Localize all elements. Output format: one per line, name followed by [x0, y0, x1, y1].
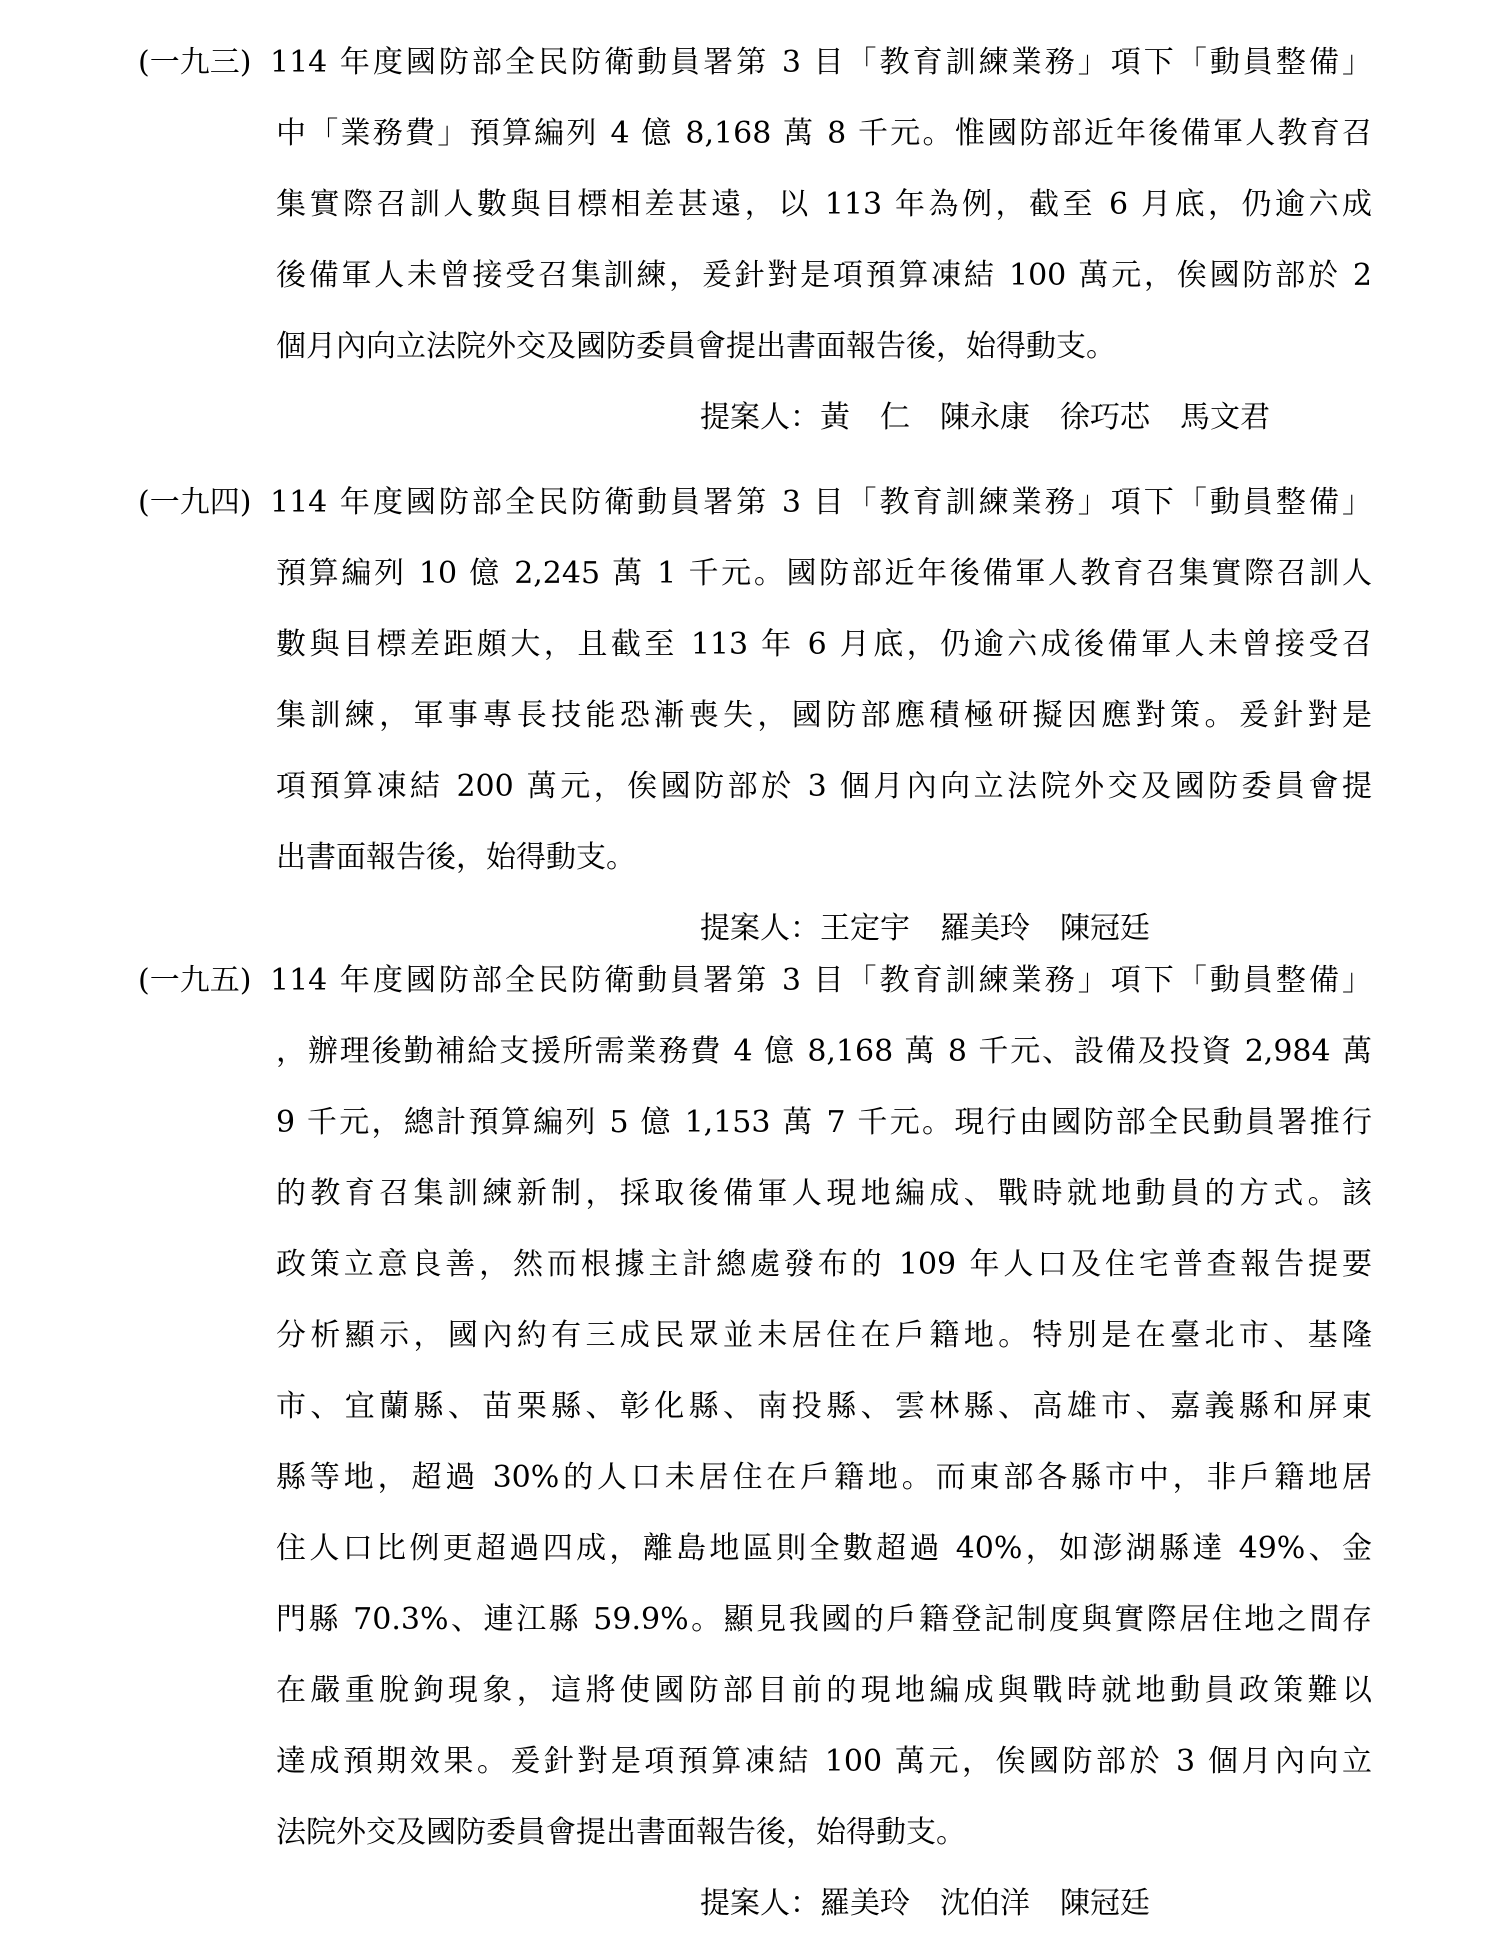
paragraph-line: 項預算凍結 200 萬元，俟國防部於 3 個月內向立法院外交及國防委員會提	[276, 769, 1372, 804]
proposal-item-194	[0, 467, 1494, 964]
proposer-names: 羅美玲 沈伯洋 陳冠廷	[820, 1886, 1150, 1921]
proposal-item-195	[0, 945, 1494, 1939]
item-number: (一九五)	[138, 963, 252, 998]
paragraph-line: ，辦理後勤補給支援所需業務費 4 億 8,168 萬 8 千元、設備及投資 2,984 萬	[276, 1034, 1372, 1069]
paragraph-line: 數與目標差距頗大，且截至 113 年 6 月底，仍逾六成後備軍人未曾接受召	[276, 627, 1372, 662]
proposer-names: 王定宇 羅美玲 陳冠廷	[820, 911, 1150, 946]
paragraph-line: 個月內向立法院外交及國防委員會提出書面報告後，始得動支。	[276, 329, 1116, 364]
proposer-line	[700, 1868, 1494, 1939]
paragraph-line: 政策立意良善，然而根據主計總處發布的 109 年人口及住宅普查報告提要	[276, 1247, 1372, 1282]
proposer-names: 黃 仁 陳永康 徐巧芯 馬文君	[820, 400, 1270, 435]
item-number: (一九三)	[138, 45, 252, 80]
item-number: (一九四)	[138, 485, 252, 520]
paragraph-line: 114 年度國防部全民防衛動員署第 3 目「教育訓練業務」項下「動員整備」	[270, 963, 1372, 998]
paragraph-line: 在嚴重脫鉤現象，這將使國防部目前的現地編成與戰時就地動員政策難以	[276, 1673, 1372, 1708]
paragraph-line: 達成預期效果。爰針對是項預算凍結 100 萬元，俟國防部於 3 個月內向立	[276, 1744, 1372, 1779]
proposer-label: 提案人：	[700, 400, 820, 435]
paragraph-line: 集訓練，軍事專長技能恐漸喪失，國防部應積極研擬因應對策。爰針對是	[276, 698, 1372, 733]
paragraph-line: 集實際召訓人數與目標相差甚遠，以 113 年為例，截至 6 月底，仍逾六成	[276, 187, 1372, 222]
paragraph-line: 法院外交及國防委員會提出書面報告後，始得動支。	[276, 1815, 966, 1850]
paragraph-line: 的教育召集訓練新制，採取後備軍人現地編成、戰時就地動員的方式。該	[276, 1176, 1372, 1211]
paragraph-line: 114 年度國防部全民防衛動員署第 3 目「教育訓練業務」項下「動員整備」	[270, 485, 1372, 520]
proposer-label: 提案人：	[700, 1886, 820, 1921]
proposer-line	[700, 382, 1494, 453]
paragraph-line: 縣等地，超過 30%的人口未居住在戶籍地。而東部各縣市中，非戶籍地居	[276, 1460, 1372, 1495]
paragraph-line: 後備軍人未曾接受召集訓練，爰針對是項預算凍結 100 萬元，俟國防部於 2	[276, 258, 1372, 293]
paragraph-line: 預算編列 10 億 2,245 萬 1 千元。國防部近年後備軍人教育召集實際召訓人	[276, 556, 1372, 591]
paragraph-line: 中「業務費」預算編列 4 億 8,168 萬 8 千元。惟國防部近年後備軍人教育召	[276, 116, 1372, 151]
proposal-item-193	[0, 27, 1494, 453]
proposer-label: 提案人：	[700, 911, 820, 946]
paragraph-line: 住人口比例更超過四成，離島地區則全數超過 40%，如澎湖縣達 49%、金	[276, 1531, 1372, 1566]
paragraph-line: 9 千元，總計預算編列 5 億 1,153 萬 7 千元。現行由國防部全民動員署推行	[276, 1105, 1372, 1140]
paragraph-line: 市、宜蘭縣、苗栗縣、彰化縣、南投縣、雲林縣、高雄市、嘉義縣和屏東	[276, 1389, 1372, 1424]
paragraph-line: 分析顯示，國內約有三成民眾並未居住在戶籍地。特別是在臺北市、基隆	[276, 1318, 1372, 1353]
paragraph-line: 門縣 70.3%、連江縣 59.9%。顯見我國的戶籍登記制度與實際居住地之間存	[276, 1602, 1372, 1637]
paragraph-line: 出書面報告後，始得動支。	[276, 840, 636, 875]
paragraph-line: 114 年度國防部全民防衛動員署第 3 目「教育訓練業務」項下「動員整備」	[270, 45, 1372, 80]
